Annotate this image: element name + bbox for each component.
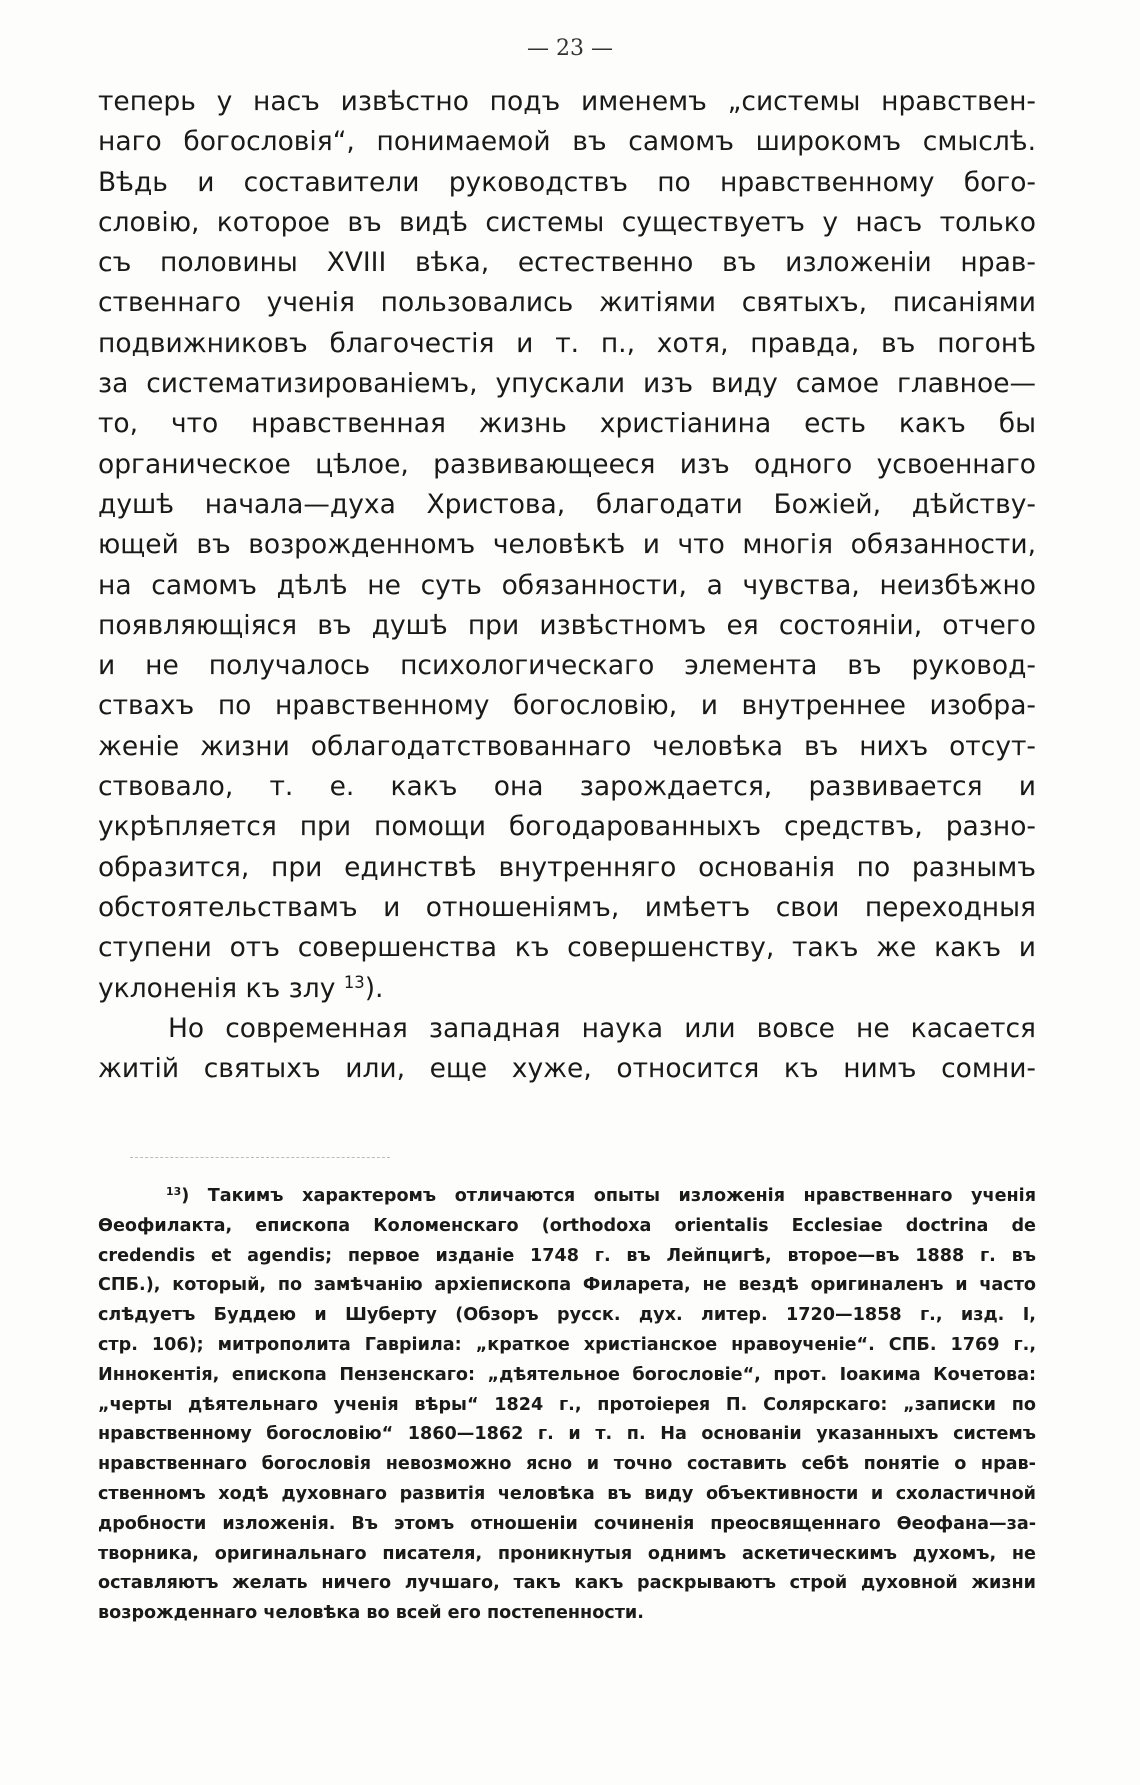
text-line: съ половины XVIII вѣка, естественно въ изложеніи нрав- <box>98 247 1036 279</box>
footnote <box>98 1182 1036 1629</box>
footnote-first-line <box>98 1182 1036 1212</box>
footnote-line: нравственнаго богословія невозможно ясно и точно составить себѣ понятіе о нрав- <box>98 1454 1036 1475</box>
text-line: наго богословія“, понимаемой въ самомъ широкомъ смыслѣ. <box>98 126 1036 158</box>
text-line: душѣ начала—духа Христова, благодати Божіей, дѣйству- <box>98 488 1036 520</box>
text-line: за систематизированіемъ, упускали изъ виду самое главное— <box>98 368 1036 400</box>
text-line: ступени отъ совершенства къ совершенству, такъ же какъ и <box>98 932 1036 964</box>
footnote-line-last: возрожденнаго человѣка во всей его постепенности. <box>98 1603 644 1624</box>
text-line: ющей въ возрожденномъ человѣкѣ и что многія обязанности, <box>98 529 1036 561</box>
footnote-separator <box>130 1157 390 1158</box>
text-line: ственнаго ученія пользовались житіями святыхъ, писаніями <box>98 287 1036 319</box>
text-line: образится, при единствѣ внутренняго основанія по разнымъ <box>98 851 1036 883</box>
paragraph-start-line: Но современная западная наука или вовсе не касается <box>168 1012 1036 1044</box>
text-line: подвижниковъ благочестія и т. п., хотя, правда, въ погонѣ <box>98 327 1036 359</box>
footnote-line: слѣдуетъ Буддею и Шуберту (Обзоръ русск. дух. литер. 1720—1858 г., изд. I, <box>98 1305 1036 1326</box>
footnote-line: Өеофилакта, епископа Коломенскаго (orthodoxa orientalis Ecclesiae doctrina de <box>98 1215 1036 1236</box>
text-line: словію, которое въ видѣ системы существуетъ у насъ только <box>98 206 1036 238</box>
text-line: теперь у насъ извѣстно подъ именемъ „системы нравствен- <box>98 86 1036 117</box>
page-number: — 23 — <box>527 36 613 61</box>
footnote-line: ственномъ ходѣ духовнаго развитія человѣка въ виду объективности и схоластичной <box>98 1483 1036 1504</box>
footnote-line: нравственному богословію“ 1860—1862 г. и т. п. На основаніи указанныхъ системъ <box>98 1424 1036 1445</box>
footnote-ref[interactable]: 13 <box>343 972 365 992</box>
text-line: на самомъ дѣлѣ не суть обязанности, а чувства, неизбѣжно <box>98 569 1036 601</box>
text-line: и не получалось психологическаго элемента въ руковод- <box>98 650 1036 682</box>
footnote-line: credendis et agendis; первое изданіе 1748 г. въ Лейпцигѣ, второе—въ 1888 г. въ <box>98 1245 1036 1266</box>
text-line: органическое цѣлое, развивающееся изъ одного усвоеннаго <box>98 448 1036 480</box>
text-line: женіе жизни облагодатствованнаго человѣка въ нихъ отсут- <box>98 730 1036 762</box>
footnote-line: оставляютъ желать ничего лучшаго, такъ какъ раскрываютъ строй духовной жизни <box>98 1573 1036 1594</box>
footnote-line: стр. 106); митрополита Гавріила: „краткое христіанское нравоученіе“. СПБ. 1769 г., <box>98 1334 1036 1355</box>
text-fragment: уклоненія къ злу <box>98 972 344 1004</box>
footnote-line: творника, оригинальнаго писателя, проникнутыя однимъ аскетическимъ духомъ, не <box>98 1543 1036 1564</box>
text-line: обстоятельствамъ и отношеніямъ, имѣетъ свои переходныя <box>98 891 1036 923</box>
text-fragment: ) Такимъ характеромъ отличаются опыты изложенія нравственнаго ученія <box>181 1186 1036 1206</box>
text-line-last <box>98 969 1036 1009</box>
text-line: укрѣпляется при помощи богодарованныхъ средствъ, разно- <box>98 811 1036 843</box>
text-line: то, что нравственная жизнь христіанина есть какъ бы <box>98 408 1036 440</box>
text-line: Вѣдь и составители руководствъ по нравственному бого- <box>98 166 1036 198</box>
footnote-line: СПБ.), который, по замѣчанію архіепископа Филарета, не вездѣ оригиналенъ и часто <box>98 1275 1036 1296</box>
text-line: житій святыхъ или, еще хуже, относится къ нимъ сомни- <box>98 1053 1036 1085</box>
main-text <box>98 82 1036 1089</box>
text-fragment: ). <box>364 972 384 1004</box>
text-line: появляющіяся въ душѣ при извѣстномъ ея состояніи, отчего <box>98 609 1036 641</box>
footnote-line: „черты дѣятельнаго ученія вѣры“ 1824 г., протоіерея П. Солярскаго: „записки по <box>98 1394 1036 1415</box>
text-line: ствахъ по нравственному богословію, и внутреннее изобра- <box>98 690 1036 722</box>
footnote-line: Иннокентія, епископа Пензенскаго: „дѣятельное богословіе“, прот. Іоакима Кочетова: <box>98 1364 1036 1385</box>
footnote-marker: 13 <box>166 1185 182 1198</box>
text-line: ствовало, т. е. какъ она зарождается, развивается и <box>98 771 1036 803</box>
footnote-line: дробности изложенія. Въ этомъ отношеніи сочиненія преосвященнаго Өеофана—за- <box>98 1513 1036 1534</box>
